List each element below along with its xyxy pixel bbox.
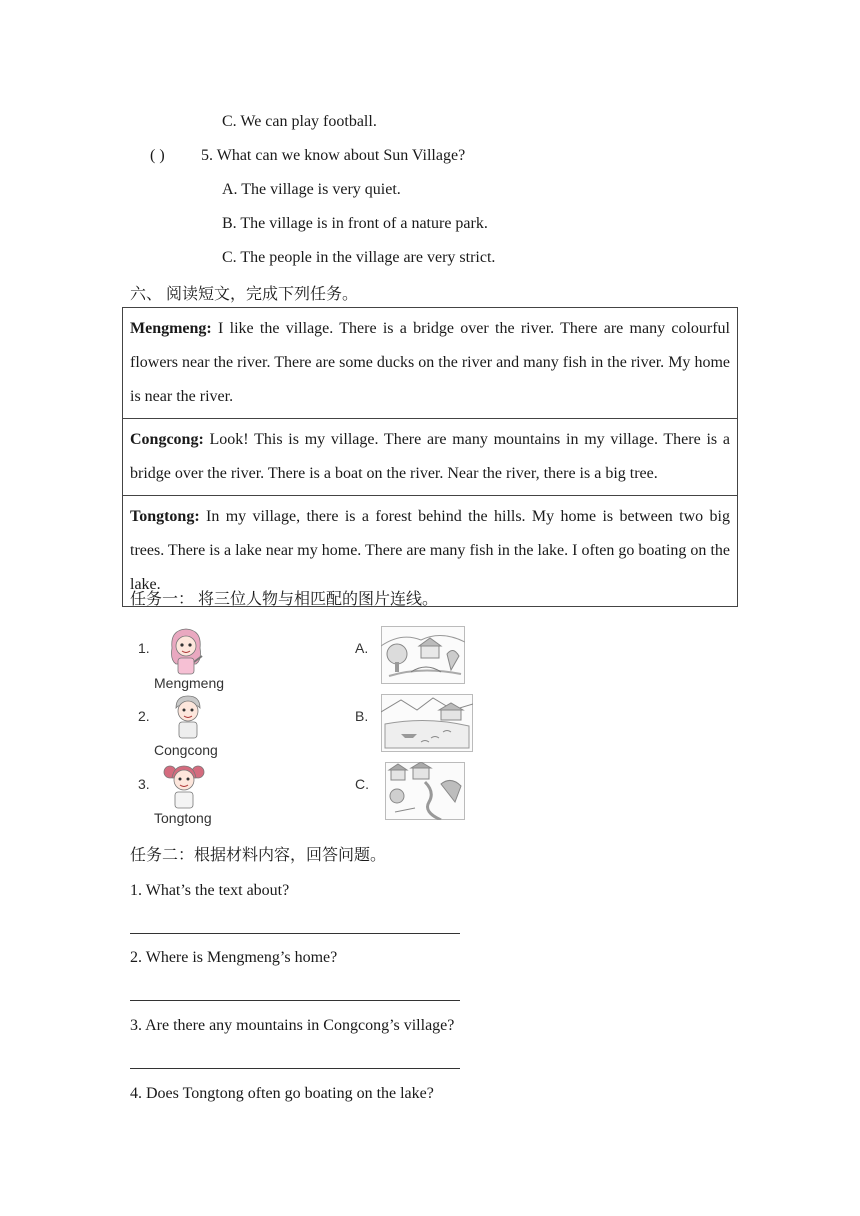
answer-line-1[interactable] (130, 932, 460, 934)
q5-option-c: C. The people in the village are very strict. (222, 249, 496, 266)
boy-figure-icon[interactable] (168, 694, 208, 745)
village-tree-bridge-picture[interactable] (381, 626, 465, 689)
q5-answer-paren[interactable]: ( ) (150, 147, 165, 164)
picture-label: A. (355, 640, 369, 656)
village-river-picture[interactable] (385, 762, 465, 825)
person-number: 1. (138, 640, 150, 656)
task-two-title: 任务二：根据材料内容，回答问题。 (130, 847, 387, 864)
matching-area (130, 620, 490, 830)
passage-congcong (123, 419, 737, 496)
speaker-name: Tongtong: (130, 508, 200, 525)
girl-figure-icon[interactable] (164, 626, 208, 681)
speaker-name: Mengmeng: (130, 320, 212, 337)
answer-line-3[interactable] (130, 1067, 460, 1069)
picture-label: B. (355, 708, 369, 724)
task-one-title: 任务一： 将三位人物与相匹配的图片连线。 (130, 591, 439, 608)
q5-option-b: B. The village is in front of a nature park. (222, 215, 488, 232)
picture-label: C. (355, 776, 369, 792)
girl-buns-figure-icon[interactable] (162, 762, 206, 815)
person-number: 3. (138, 776, 150, 792)
person-name: Mengmeng (154, 675, 225, 691)
passage-mengmeng (123, 308, 737, 419)
section-six-title: 六、 阅读短文，完成下列任务。 (130, 286, 359, 303)
task2-question-2: 2. Where is Mengmeng’s home? (130, 949, 338, 966)
answer-line-2[interactable] (130, 999, 460, 1001)
passage-text: I like the village. There is a bridge over the river. There are many colourful flowers near the river. There are some ducks on the river and many fish in the river. My home is near the river. (130, 320, 730, 405)
person-name: Tongtong (154, 810, 212, 826)
q4-option-c: C. We can play football. (222, 113, 377, 130)
person-name: Congcong (154, 742, 218, 758)
task2-question-4: 4. Does Tongtong often go boating on the lake? (130, 1085, 434, 1102)
speaker-name: Congcong: (130, 431, 204, 448)
person-number: 2. (138, 708, 150, 724)
q5-question: 5. What can we know about Sun Village? (201, 147, 466, 164)
lake-boat-picture[interactable] (381, 694, 473, 757)
task2-question-3: 3. Are there any mountains in Congcong’s village? (130, 1017, 455, 1034)
reading-passages-table (122, 307, 738, 607)
passage-text: Look! This is my village. There are many mountains in my village. There is a bridge over the river. There is a boat on the river. Near the river, there is a big tree. (130, 431, 730, 482)
q5-option-a: A. The village is very quiet. (222, 181, 401, 198)
passage-text: In my village, there is a forest behind the hills. My home is between two big trees. There is a lake near my home. There are many fish in the lake. I often go boating on the lake. (130, 508, 730, 593)
task2-question-1: 1. What’s the text about? (130, 882, 290, 899)
